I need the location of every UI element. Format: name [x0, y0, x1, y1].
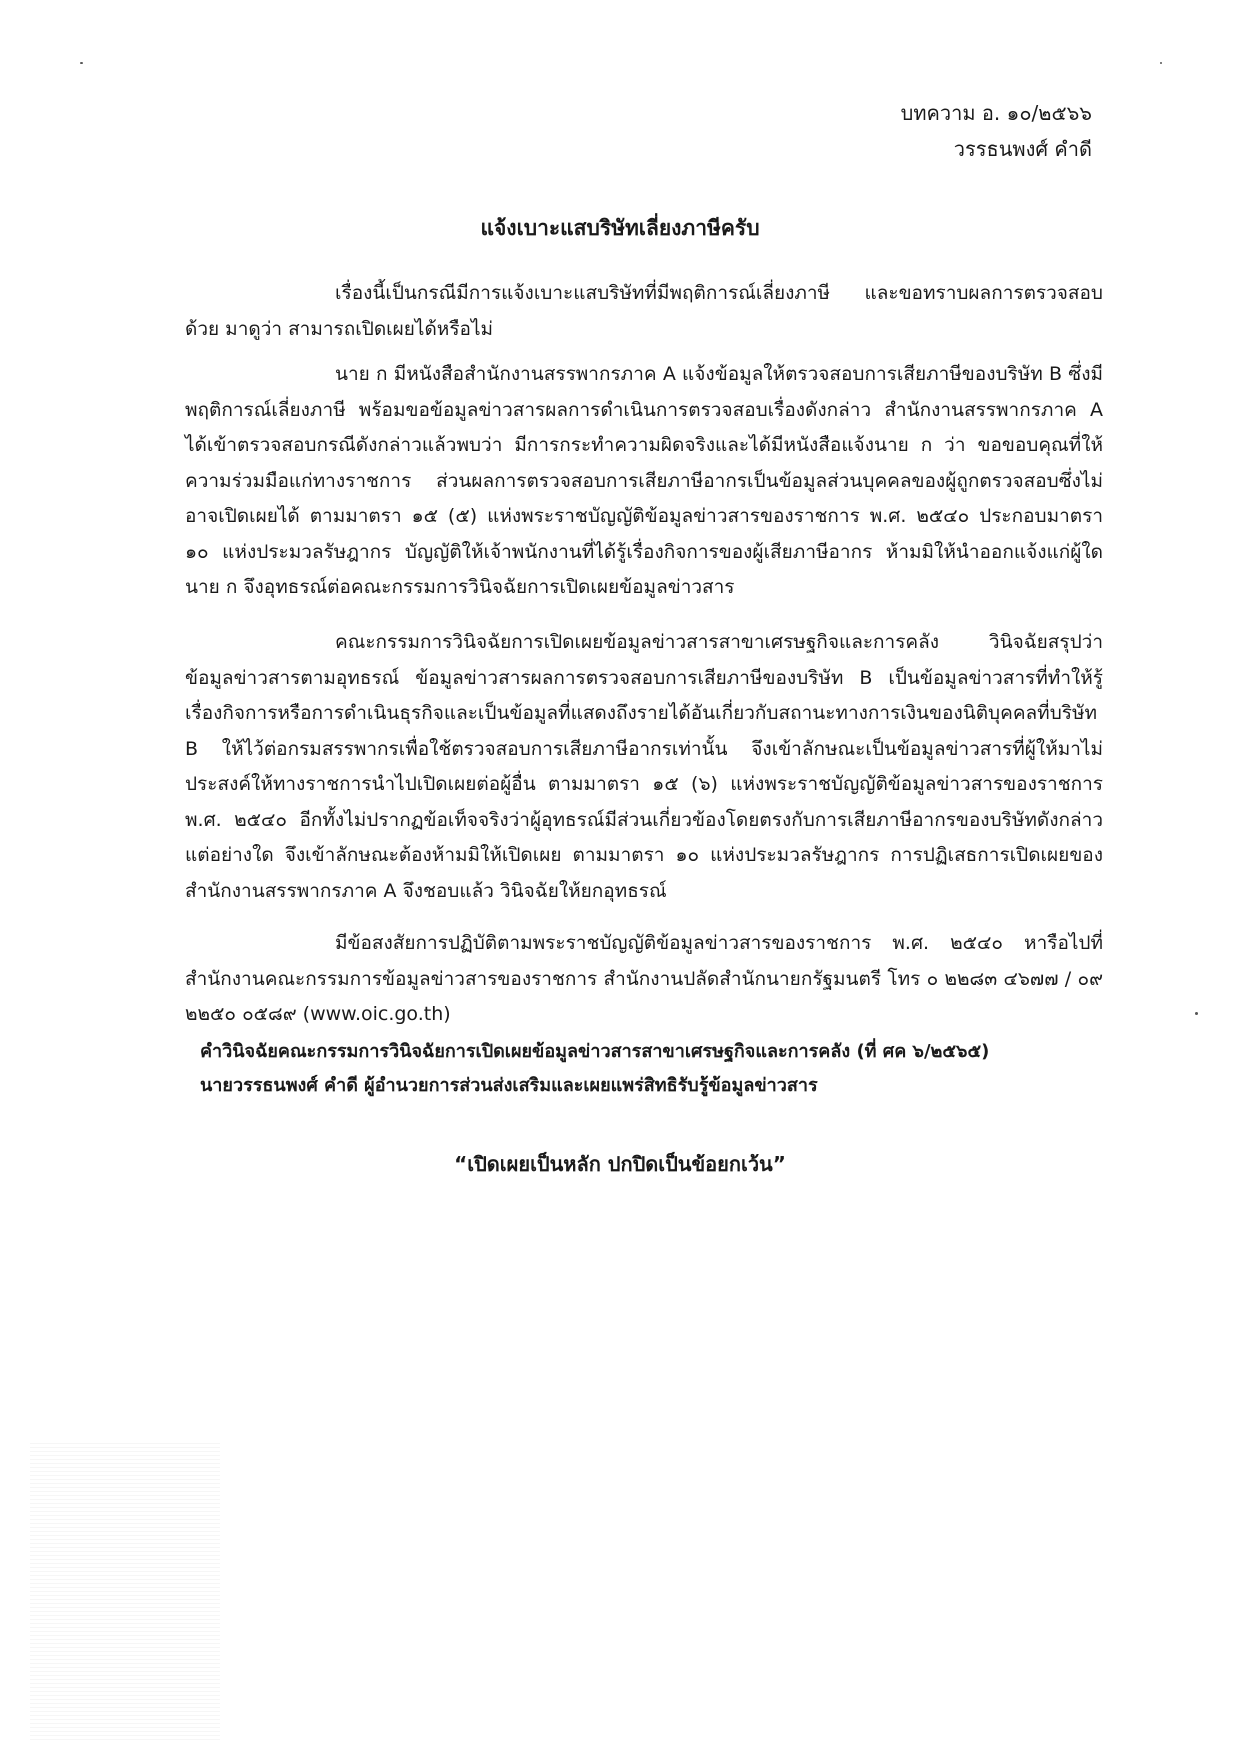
- decision-reference: คำวินิจฉัยคณะกรรมการวินิจฉัยการเปิดเผยข้อมูลข่าวสารสาขาเศรษฐกิจและการคลัง (ที่ ศค ๖/๒๕๖๕): [200, 1041, 990, 1062]
- article-reference: [901, 95, 1092, 167]
- article-author: วรรธนพงศ์ คำดี: [953, 137, 1092, 161]
- scan-speck: [80, 62, 83, 64]
- author-credit: นายวรรธนพงศ์ คำดี ผู้อำนวยการส่วนส่งเสริมและเผยแพร่สิทธิรับรู้ข้อมูลข่าวสาร: [200, 1075, 818, 1096]
- slogan: “เปิดเผยเป็นหลัก ปกปิดเป็นข้อยกเว้น”: [454, 1152, 786, 1176]
- scan-speck: [1195, 1012, 1198, 1015]
- paragraph-contact: มีข้อสงสัยการปฏิบัติตามพระราชบัญญัติข้อมูลข่าวสารของราชการ พ.ศ. ๒๕๔๐ หารือไปที่สำนักงานคณะกรรมการข้อมูลข่าวสารของราชการ สำนักงานปลัดสำนักนายกรัฐมนตรี โทร ๐ ๒๒๘๓ ๔๖๗๗ / ๐๙ ๒๒๕๐ ๐๕๘๙ (www.oic.go.th): [185, 932, 1103, 1025]
- paragraph-intro: เรื่องนี้เป็นกรณีมีการแจ้งเบาะแสบริษัทที่มีพฤติการณ์เลี่ยงภาษี และขอทราบผลการตรวจสอบด้วย มาดูว่า สามารถเปิดเผยได้หรือไม่: [185, 282, 1103, 340]
- scan-artifact: [30, 1440, 220, 1740]
- paragraph-decision: คณะกรรมการวินิจฉัยการเปิดเผยข้อมูลข่าวสารสาขาเศรษฐกิจและการคลัง วินิจฉัยสรุปว่า ข้อมูลข่าวสารตามอุทธรณ์ ข้อมูลข่าวสารผลการตรวจสอบการเสียภาษีของบริษัท B เป็นข้อมูลข่าวสารที่ทำให้รู้เรื่องกิจการหรือการดำเนินธุรกิจและเป็นข้อมูลที่แสดงถึงรายได้อันเกี่ยวกับสถานะทางการเงินของนิติบุคคลที่บริษัท B ให้ไว้ต่อกรมสรรพากรเพื่อใช้ตรวจสอบการเสียภาษีอากรเท่านั้น จึงเข้าลักษณะเป็นข้อมูลข่าวสารที่ผู้ให้มาไม่ประสงค์ให้ทางราชการนำไปเปิดเผยต่อผู้อื่น ตามมาตรา ๑๕ (๖) แห่งพระราชบัญญัติข้อมูลข่าวสารของราชการ พ.ศ. ๒๕๔๐ อีกทั้งไม่ปรากฏข้อเท็จจริงว่าผู้อุทธรณ์มีส่วนเกี่ยวข้องโดยตรงกับการเสียภาษีอากรของบริษัทดังกล่าวแต่อย่างใด จึงเข้าลักษณะต้องห้ามมิให้เปิดเผย ตามมาตรา ๑๐ แห่งประมวลรัษฎากร การปฏิเสธการเปิดเผยของสำนักงานสรรพากรภาค A จึงชอบแล้ว วินิจฉัยให้ยกอุทธรณ์: [185, 631, 1103, 902]
- paragraph-facts: นาย ก มีหนังสือสำนักงานสรรพากรภาค A แจ้งข้อมูลให้ตรวจสอบการเสียภาษีของบริษัท B ซึ่งมีพฤติการณ์เลี่ยงภาษี พร้อมขอข้อมูลข่าวสารผลการดำเนินการตรวจสอบเรื่องดังกล่าว สำนักงานสรรพากรภาค A ได้เข้าตรวจสอบกรณีดังกล่าวแล้วพบว่า มีการกระทำความผิดจริงและได้มีหนังสือแจ้งนาย ก ว่า ขอขอบคุณที่ให้ความร่วมมือแก่ทางราชการ ส่วนผลการตรวจสอบการเสียภาษีอากรเป็นข้อมูลส่วนบุคคลของผู้ถูกตรวจสอบซึ่งไม่อาจเปิดเผยได้ ตามมาตรา ๑๕ (๕) แห่งพระราชบัญญัติข้อมูลข่าวสารของราชการ พ.ศ. ๒๕๔๐ ประกอบมาตรา ๑๐ แห่งประมวลรัษฎากร บัญญัติให้เจ้าพนักงานที่ได้รู้เรื่องกิจการของผู้เสียภาษีอากร ห้ามมิให้นำออกแจ้งแก่ผู้ใด นาย ก จึงอุทธรณ์ต่อคณะกรรมการวินิจฉัยการเปิดเผยข้อมูลข่าวสาร: [185, 363, 1103, 598]
- article-number: บทความ อ. ๑๐/๒๕๖๖: [900, 101, 1092, 125]
- page-title: แจ้งเบาะแสบริษัทเลี่ยงภาษีครับ: [480, 216, 760, 240]
- scan-speck: [1160, 62, 1162, 64]
